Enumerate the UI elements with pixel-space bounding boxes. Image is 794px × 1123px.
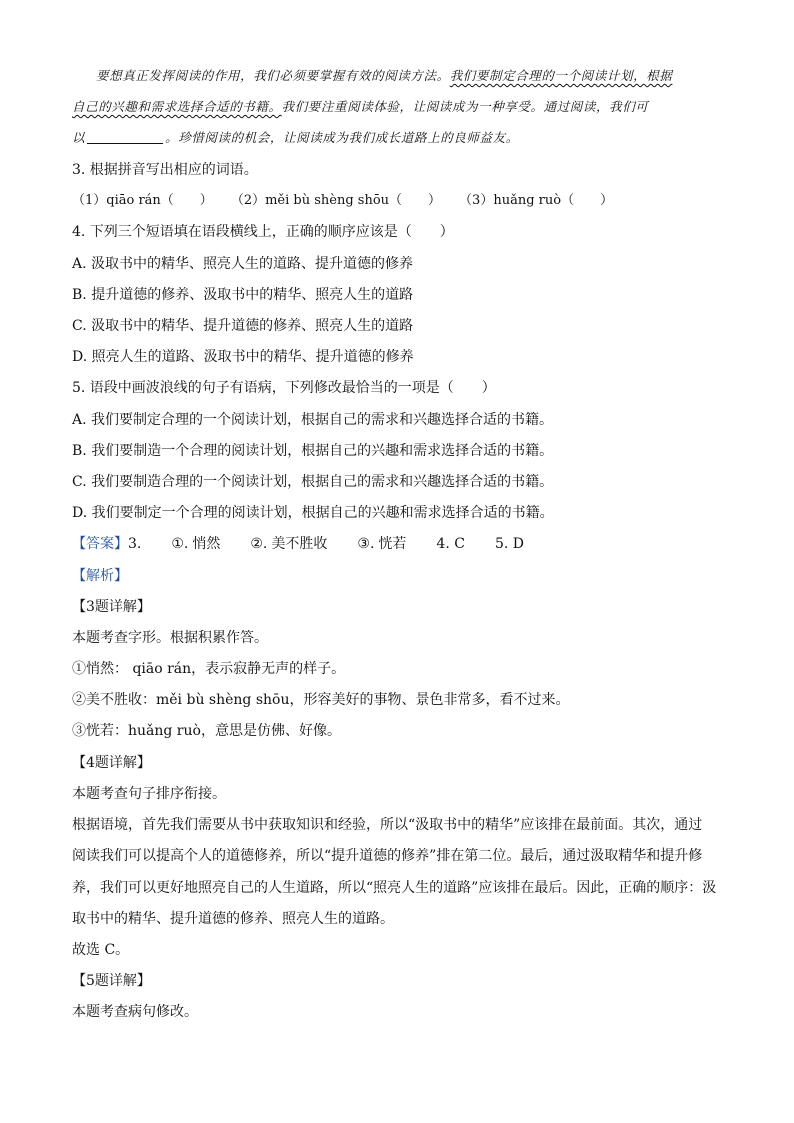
answer-value: 恍若	[378, 536, 407, 552]
q3-item-num: （3）	[459, 193, 494, 208]
q5-option: D. 我们要制定一个合理的阅读计划，根据自己的兴趣和需求选择合适的书籍。	[72, 505, 554, 521]
fill-blank[interactable]	[87, 129, 163, 144]
detail-3-item: ①悄然： qiāo rán，表示寂静无声的样子。	[72, 661, 346, 677]
detail-4-title: 【4题详解】	[72, 755, 151, 771]
detail-3-title: 【3题详解】	[72, 599, 151, 615]
q3-item-pinyin: qiāo rán（ ）	[106, 193, 213, 208]
q3-item-pinyin: měi bù shèng shōu（ ）	[265, 193, 442, 208]
detail-4-line: 阅读我们可以提高个人的道德修养，所以“提升道德的修养”排在第二位。最后，通过汲取精华和提升修	[72, 848, 703, 864]
q5-option: C. 我们要制造合理的一个阅读计划，根据自己的需求和兴趣选择合适的书籍。	[72, 474, 554, 490]
passage-text: 。珍惜阅读的机会，让阅读成为我们成长道路上的良师益友。	[165, 130, 519, 145]
answer-q3-num: 3.	[128, 536, 142, 552]
detail-5-intro: 本题考查病句修改。	[72, 1004, 198, 1020]
q4-option: A. 汲取书中的精华、照亮人生的道路、提升道德的修养	[72, 256, 414, 272]
q3-item-num: （2）	[230, 193, 266, 208]
q3-stem: 3. 根据拼音写出相应的词语。	[72, 162, 258, 178]
q4-option: D. 照亮人生的道路、汲取书中的精华、提升道德的修养	[72, 349, 414, 365]
detail-4-intro: 本题考查句子排序衔接。	[72, 786, 226, 802]
detail-4-line: 取书中的精华、提升道德的修养、照亮人生的道路。	[72, 911, 394, 927]
detail-4-line: 根据语境，首先我们需要从书中获取知识和经验，所以“汲取书中的精华”应该排在最前面。其次，通过	[72, 817, 703, 833]
answer-mark: ②.	[250, 536, 268, 552]
wavy-sentence: 我们要制定合理的一个阅读计划，根据	[449, 68, 673, 83]
q5-option: A. 我们要制定合理的一个阅读计划，根据自己的需求和兴趣选择合适的书籍。	[72, 412, 554, 428]
answer-line	[72, 534, 722, 554]
passage-text: 我们要注重阅读体验，让阅读成为一种享受。通过阅读，我们可	[281, 99, 649, 114]
q4-option: C. 汲取书中的精华、提升道德的修养、照亮人生的道路	[72, 318, 414, 334]
wavy-sentence: 自己的兴趣和需求选择合适的书籍。	[72, 99, 282, 114]
detail-3-item: ③恍若：huǎng ruò，意思是仿佛、好像。	[72, 723, 341, 739]
answer-value: 美不胜收	[271, 536, 328, 552]
passage-line-2	[72, 97, 722, 117]
passage-text: 要想真正发挥阅读的作用，我们必须要掌握有效的阅读方法。	[96, 68, 450, 83]
detail-3-item: ②美不胜收：měi bù shèng shōu，形容美好的事物、景色非常多，看不过来。	[72, 692, 570, 708]
q5-stem: 5. 语段中画波浪线的句子有语病，下列修改最恰当的一项是（ ）	[72, 380, 496, 396]
detail-4-line: 养，我们可以更好地照亮自己的人生道路，所以“照亮人生的道路”应该排在最后。因此，正确的顺序：汲	[72, 880, 717, 896]
detail-5-title: 【5题详解】	[72, 973, 151, 989]
passage-text: 以	[72, 130, 86, 145]
answer-q4: 4. C	[436, 536, 465, 552]
detail-3-intro: 本题考查字形。根据积累作答。	[72, 630, 268, 646]
q3-item-pinyin: huǎng ruò（ ）	[493, 193, 614, 208]
answer-q5: 5. D	[494, 536, 524, 552]
q5-option: B. 我们要制造一个合理的阅读计划，根据自己的兴趣和需求选择合适的书籍。	[72, 443, 554, 459]
answer-mark: ①.	[171, 536, 189, 552]
detail-4-choice: 故选 C。	[72, 942, 130, 958]
q4-stem: 4. 下列三个短语填在语段横线上，正确的顺序应该是（ ）	[72, 224, 454, 240]
answer-value: 悄然	[192, 536, 221, 552]
q3-item-num: （1）	[72, 193, 107, 208]
passage-line-1	[96, 66, 726, 86]
analysis-label: 【解析】	[72, 568, 128, 584]
passage-line-3	[72, 128, 722, 148]
q3-items	[72, 191, 722, 211]
answer-label: 【答案】	[72, 536, 128, 552]
q4-option: B. 提升道德的修养、汲取书中的精华、照亮人生的道路	[72, 287, 414, 303]
answer-mark: ③.	[357, 536, 375, 552]
